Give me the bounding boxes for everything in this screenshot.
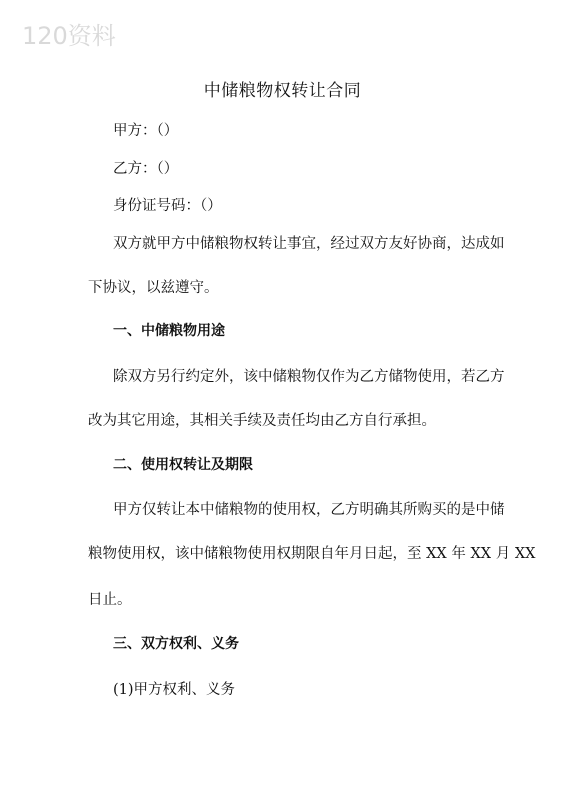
- section-2-heading: 二、使用权转让及期限: [113, 457, 253, 473]
- section-2-line-1: 甲方仅转让本中储粮物的使用权，乙方明确其所购买的是中储: [113, 502, 505, 518]
- intro-paragraph-line-1: 双方就甲方中储粮物权转让事宜，经过双方友好协商，达成如: [113, 236, 505, 252]
- section-3-heading: 三、双方权利、义务: [113, 636, 239, 652]
- section-1-line-2: 改为其它用途，其相关手续及责任均由乙方自行承担。: [88, 413, 436, 429]
- id-number-line: 身份证号码：（）: [113, 198, 222, 214]
- section-1-line-1: 除双方另行约定外，该中储粮物仅作为乙方储物使用，若乙方: [113, 369, 505, 385]
- section-2-line-2: 粮物使用权，该中储粮物使用权期限自年月日起，至 XX 年 XX 月 XX: [88, 546, 536, 562]
- section-2-line-3: 日止。: [88, 592, 132, 608]
- party-a-line: 甲方：（）: [113, 123, 179, 139]
- section-1-heading: 一、中储粮物用途: [113, 323, 225, 339]
- watermark: 120资料: [22, 22, 116, 50]
- document-title: 中储粮物权转让合同: [203, 81, 362, 101]
- party-b-line: 乙方：（）: [113, 161, 179, 177]
- section-3-sub-1: (1)甲方权利、义务: [113, 682, 236, 698]
- intro-paragraph-line-2: 下协议，以兹遵守。: [88, 280, 219, 296]
